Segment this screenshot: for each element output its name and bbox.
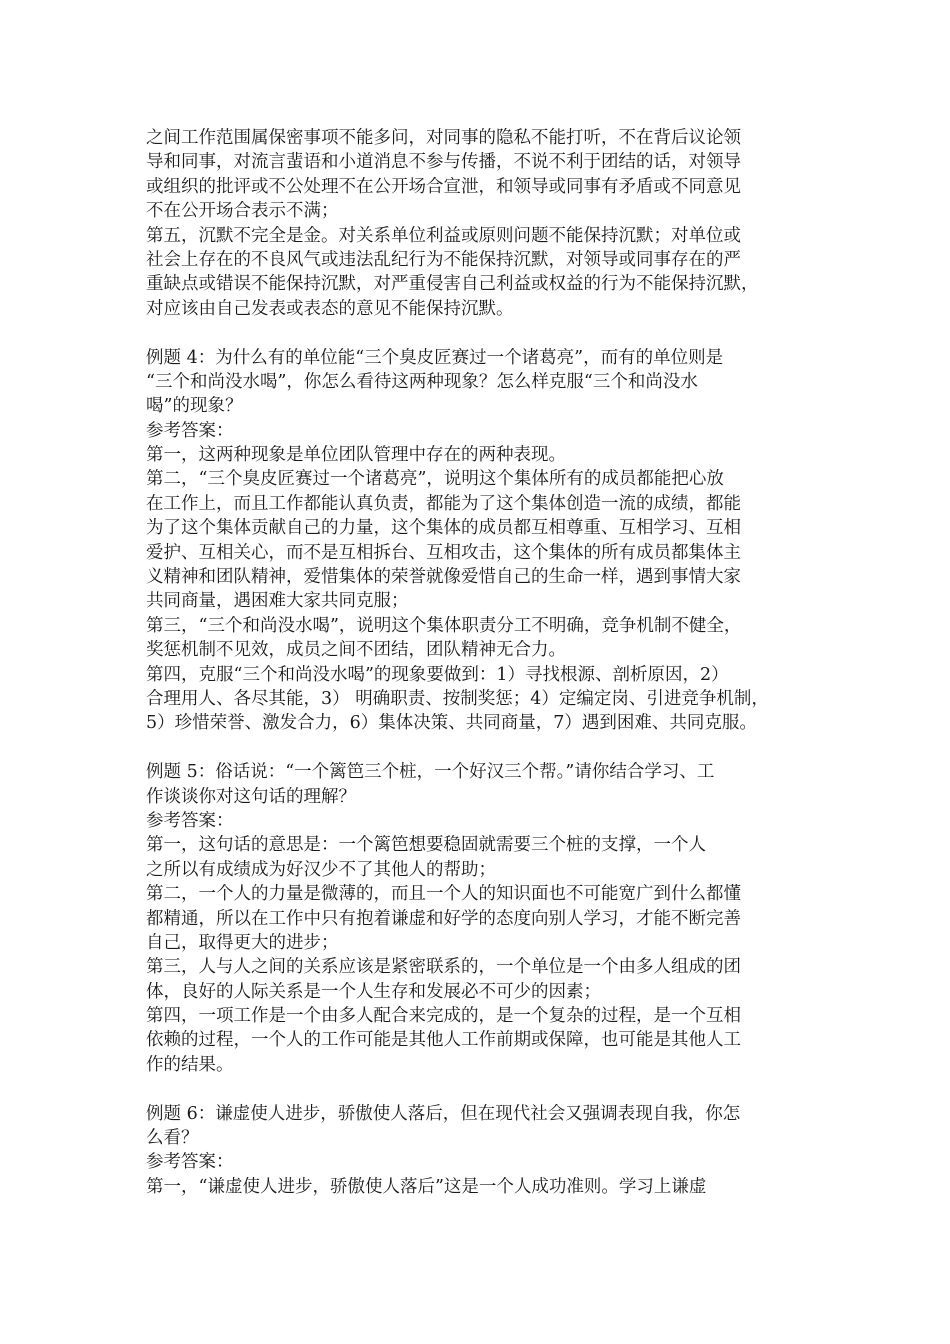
document-page bbox=[146, 126, 826, 1199]
paragraph-block-1 bbox=[146, 126, 826, 321]
answer-heading: 参考答案： bbox=[146, 810, 234, 831]
paragraph-spacer bbox=[146, 1077, 826, 1101]
text-line: 社会上存在的不良风气或违法乱纪行为不能保持沉默，对领导或同事存在的严 bbox=[146, 249, 741, 270]
text-line: 第一，“谦虚使人进步，骄傲使人落后”这是一个人成功准则。学习上谦虚 bbox=[146, 1176, 707, 1197]
text-line: 第五，沉默不完全是金。对关系单位利益或原则问题不能保持沉默；对单位或 bbox=[146, 225, 741, 246]
text-line: 合理用人、各尽其能，3） 明确职责、按制奖惩；4）定编定岗、引进竞争机制， bbox=[146, 688, 769, 709]
text-line: 之间工作范围属保密事项不能多问，对同事的隐私不能打听，不在背后议论领 bbox=[146, 128, 741, 148]
text-line: 第二，“三个臭皮匠赛过一个诸葛亮”，说明这个集体所有的成员都能把心放 bbox=[146, 469, 724, 490]
text-line: 第三，人与人之间的关系应该是紧密联系的，一个单位是一个由多人组成的团 bbox=[146, 957, 741, 978]
text-line: 导和同事，对流言蜚语和小道消息不参与传播，不说不利于团结的话，对领导 bbox=[146, 152, 741, 173]
text-line: 或组织的批评或不公处理不在公开场合宣泄，和领导或同事有矛盾或不同意见 bbox=[146, 176, 741, 197]
text-line: 重缺点或错误不能保持沉默，对严重侵害自己利益或权益的行为不能保持沉默， bbox=[146, 274, 759, 295]
text-line: 5）珍惜荣誉、激发合力，6）集体决策、共同商量，7）遇到困难、共同克服。 bbox=[146, 713, 757, 734]
question-line: 作谈谈你对这句话的理解？ bbox=[146, 786, 356, 807]
text-line: 依赖的过程，一个人的工作可能是其他人工作前期或保障，也可能是其他人工 bbox=[146, 1030, 741, 1051]
text-line: 共同商量，遇困难大家共同克服； bbox=[146, 591, 409, 612]
text-line: 都精通，所以在工作中只有抱着谦虚和好学的态度向别人学习，才能不断完善 bbox=[146, 908, 741, 929]
text-line: 第一，这两种现象是单位团队管理中存在的两种表现。 bbox=[146, 445, 566, 466]
example-5-block bbox=[146, 760, 826, 1077]
text-line: 第三，“三个和尚没水喝”，说明这个集体职责分工不明确，竞争机制不健全， bbox=[146, 615, 742, 636]
text-line: 义精神和团队精神，爱惜集体的荣誉就像爱惜自己的生命一样，遇到事情大家 bbox=[146, 567, 741, 588]
text-line: 在工作上，而且工作都能认真负责，都能为了这个集体创造一流的成绩，都能 bbox=[146, 493, 741, 514]
text-line: 第四，克服“三个和尚没水喝”的现象要做到：1）寻找根源、剖析原因，2） bbox=[146, 664, 729, 685]
answer-heading: 参考答案： bbox=[146, 1152, 234, 1173]
text-line: 作的结果。 bbox=[146, 1054, 234, 1075]
text-line: 第二，一个人的力量是微薄的，而且一个人的知识面也不可能宽广到什么都懂 bbox=[146, 884, 741, 905]
example-4-block bbox=[146, 346, 826, 736]
text-line: 自己，取得更大的进步； bbox=[146, 932, 339, 953]
paragraph-spacer bbox=[146, 321, 826, 345]
answer-heading: 参考答案： bbox=[146, 420, 234, 441]
text-line: 第四，一项工作是一个由多人配合来完成的，是一个复杂的过程，是一个互相 bbox=[146, 1006, 741, 1027]
text-line: 不在公开场合表示不满； bbox=[146, 201, 339, 222]
question-line: “三个和尚没水喝”，你怎么看待这两种现象？怎么样克服“三个和尚没水 bbox=[146, 371, 698, 392]
question-line: 例题 6：谦虚使人进步，骄傲使人落后，但在现代社会又强调表现自我，你怎 bbox=[146, 1103, 741, 1124]
text-line: 第一，这句话的意思是：一个篱笆想要稳固就需要三个桩的支撑，一个人 bbox=[146, 835, 706, 856]
question-line: 例题 4：为什么有的单位能“三个臭皮匠赛过一个诸葛亮”，而有的单位则是 bbox=[146, 347, 724, 368]
text-line: 之所以有成绩成为好汉少不了其他人的帮助； bbox=[146, 859, 496, 880]
text-line: 奖惩机制不见效，成员之间不团结，团队精神无合力。 bbox=[146, 640, 566, 661]
question-line: 喝”的现象？ bbox=[146, 396, 243, 417]
question-line: 么看？ bbox=[146, 1128, 199, 1149]
text-line: 对应该由自己发表或表态的意见不能保持沉默。 bbox=[146, 298, 514, 319]
question-line: 例题 5：俗话说：“一个篱笆三个桩，一个好汉三个帮。”请你结合学习、工 bbox=[146, 762, 715, 783]
text-line: 体，良好的人际关系是一个人生存和发展必不可少的因素； bbox=[146, 981, 601, 1002]
paragraph-spacer bbox=[146, 736, 826, 760]
text-line: 为了这个集体贡献自己的力量，这个集体的成员都互相尊重、互相学习、互相 bbox=[146, 518, 741, 539]
text-line: 爱护、互相关心，而不是互相拆台、互相攻击，这个集体的所有成员都集体主 bbox=[146, 542, 741, 563]
example-6-block bbox=[146, 1102, 826, 1200]
